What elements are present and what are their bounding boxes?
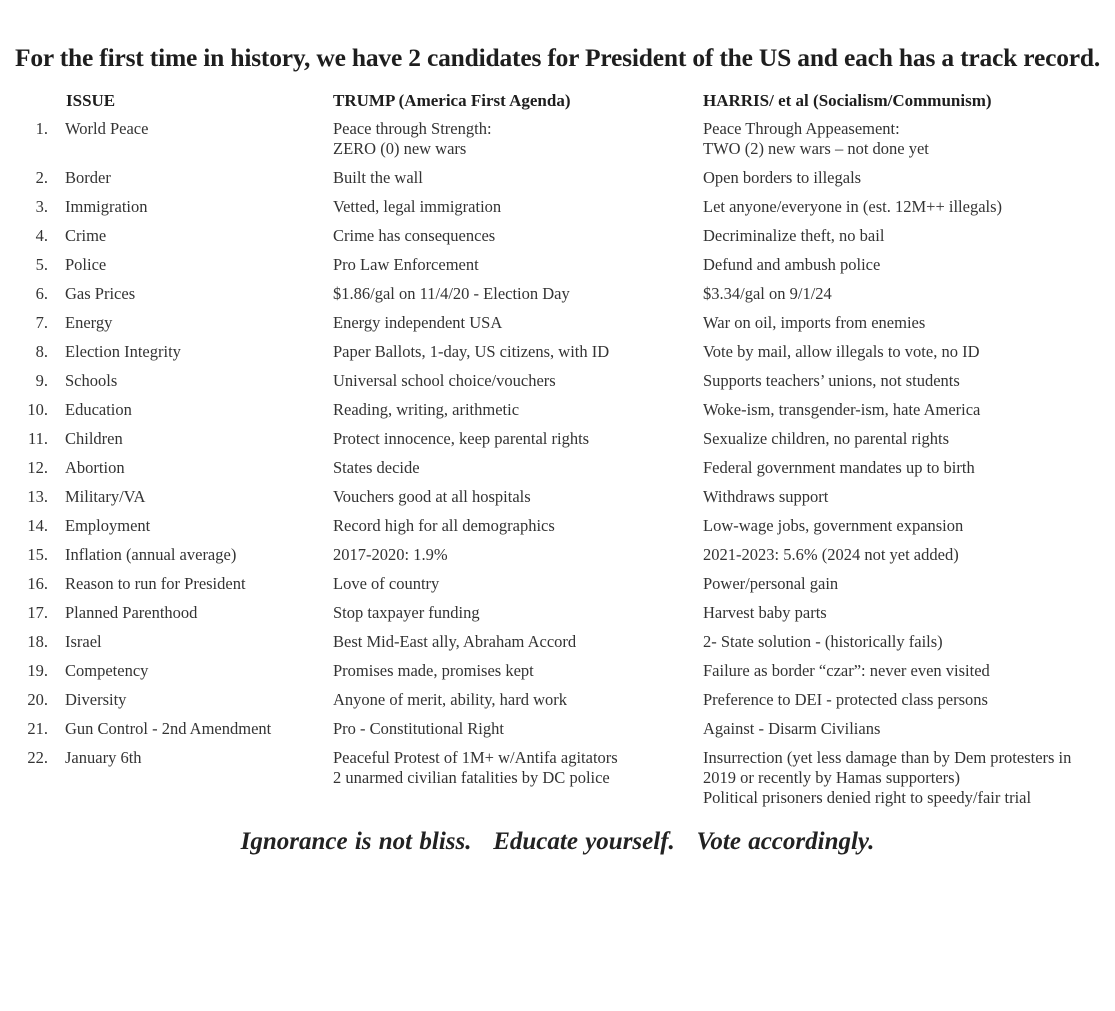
page-title: For the first time in history, we have 2 candidates for President of the US and each has a track record. [14, 43, 1101, 72]
row-issue: Diversity [65, 690, 127, 709]
row-trump: Paper Ballots, 1-day, US citizens, with ID [333, 342, 610, 361]
row-issue: Reason to run for President [65, 574, 246, 593]
row-trump: Peaceful Protest of 1M+ w/Antifa agitators 2 unarmed civilian fatalities by DC police [333, 748, 618, 787]
row-issue: Children [65, 429, 123, 448]
row-issue: Police [65, 255, 107, 274]
table-row [0, 168, 1115, 188]
table-row [0, 429, 1115, 449]
row-harris: Low-wage jobs, government expansion [703, 516, 964, 535]
row-issue: Inflation (annual average) [65, 545, 237, 564]
row-trump: Crime has consequences [333, 226, 496, 245]
table-row [0, 719, 1115, 739]
row-number: 18. [27, 632, 48, 651]
row-number: 21. [27, 719, 48, 738]
row-harris: Decriminalize theft, no bail [703, 226, 885, 245]
row-trump: Universal school choice/vouchers [333, 371, 556, 390]
row-harris: Let anyone/everyone in (est. 12M++ illegals) [703, 197, 1003, 216]
table-row [0, 284, 1115, 304]
row-issue: Gun Control - 2nd Amendment [65, 719, 272, 738]
table-row [0, 574, 1115, 594]
table-row [0, 342, 1115, 362]
row-harris: Open borders to illegals [703, 168, 862, 187]
row-number: 19. [27, 661, 48, 680]
row-trump: Anyone of merit, ability, hard work [333, 690, 567, 709]
row-number: 17. [27, 603, 48, 622]
row-number: 20. [27, 690, 48, 709]
table-row [0, 603, 1115, 623]
row-harris: Withdraws support [703, 487, 829, 506]
row-number: 13. [27, 487, 48, 506]
row-harris: 2- State solution - (historically fails) [703, 632, 943, 651]
table-header [0, 91, 1115, 113]
row-trump: Built the wall [333, 168, 423, 187]
harris-column-header: HARRIS/ et al (Socialism/Communism) [703, 91, 992, 110]
row-issue: Planned Parenthood [65, 603, 198, 622]
table-row [0, 632, 1115, 652]
row-harris: Against - Disarm Civilians [703, 719, 881, 738]
row-number: 1. [35, 119, 48, 138]
row-issue: World Peace [65, 119, 149, 138]
row-trump: Pro Law Enforcement [333, 255, 479, 274]
row-harris: Harvest baby parts [703, 603, 827, 622]
row-number: 16. [27, 574, 48, 593]
row-number: 11. [27, 429, 48, 448]
row-trump: Peace through Strength: ZERO (0) new wars [333, 119, 492, 158]
row-number: 3. [35, 197, 48, 216]
trump-column-header: TRUMP (America First Agenda) [333, 91, 571, 110]
row-issue: Energy [65, 313, 113, 332]
row-issue: Employment [65, 516, 151, 535]
row-number: 6. [35, 284, 48, 303]
table-row [0, 690, 1115, 710]
row-harris: Vote by mail, allow illegals to vote, no ID [703, 342, 980, 361]
row-issue: Military/VA [65, 487, 146, 506]
row-number: 12. [27, 458, 48, 477]
table-row [0, 197, 1115, 217]
row-trump: Pro - Constitutional Right [333, 719, 504, 738]
comparison-table [0, 119, 1115, 817]
row-harris: Federal government mandates up to birth [703, 458, 975, 477]
row-trump: Love of country [333, 574, 440, 593]
row-issue: Gas Prices [65, 284, 136, 303]
row-trump: 2017-2020: 1.9% [333, 545, 448, 564]
row-trump: Vetted, legal immigration [333, 197, 502, 216]
issue-column-header: ISSUE [66, 91, 116, 110]
row-trump: Best Mid-East ally, Abraham Accord [333, 632, 577, 651]
row-number: 8. [35, 342, 48, 361]
table-row [0, 371, 1115, 391]
table-row [0, 748, 1115, 808]
row-harris: Power/personal gain [703, 574, 839, 593]
row-trump: Vouchers good at all hospitals [333, 487, 531, 506]
row-harris: 2021-2023: 5.6% (2024 not yet added) [703, 545, 959, 564]
table-row [0, 255, 1115, 275]
row-issue: January 6th [65, 748, 142, 767]
row-trump: States decide [333, 458, 420, 477]
row-trump: Protect innocence, keep parental rights [333, 429, 590, 448]
table-row [0, 487, 1115, 507]
row-trump: Reading, writing, arithmetic [333, 400, 520, 419]
row-issue: Education [65, 400, 132, 419]
row-issue: Competency [65, 661, 149, 680]
row-number: 10. [27, 400, 48, 419]
row-harris: Supports teachers’ unions, not students [703, 371, 960, 390]
row-number: 22. [27, 748, 48, 767]
row-issue: Immigration [65, 197, 148, 216]
row-trump: Energy independent USA [333, 313, 503, 332]
table-row [0, 226, 1115, 246]
row-harris: Defund and ambush police [703, 255, 881, 274]
row-number: 4. [35, 226, 48, 245]
row-number: 2. [35, 168, 48, 187]
row-harris: Sexualize children, no parental rights [703, 429, 950, 448]
table-row [0, 119, 1115, 159]
table-row [0, 661, 1115, 681]
row-number: 9. [35, 371, 48, 390]
row-harris: Woke-ism, transgender-ism, hate America [703, 400, 981, 419]
row-issue: Abortion [65, 458, 125, 477]
row-trump: $1.86/gal on 11/4/20 - Election Day [333, 284, 570, 303]
row-number: 5. [35, 255, 48, 274]
row-issue: Election Integrity [65, 342, 181, 361]
table-row [0, 400, 1115, 420]
row-harris: War on oil, imports from enemies [703, 313, 926, 332]
row-issue: Israel [65, 632, 102, 651]
row-trump: Promises made, promises kept [333, 661, 534, 680]
row-harris: Preference to DEI - protected class persons [703, 690, 988, 709]
table-row [0, 516, 1115, 536]
row-trump: Record high for all demographics [333, 516, 555, 535]
row-number: 7. [35, 313, 48, 332]
table-row [0, 458, 1115, 478]
row-number: 14. [27, 516, 48, 535]
row-issue: Border [65, 168, 111, 187]
row-issue: Crime [65, 226, 107, 245]
row-harris: Failure as border “czar”: never even visited [703, 661, 990, 680]
row-number: 15. [27, 545, 48, 564]
row-trump: Stop taxpayer funding [333, 603, 480, 622]
row-issue: Schools [65, 371, 118, 390]
table-row [0, 313, 1115, 333]
row-harris: Insurrection (yet less damage than by Dem protesters in 2019 or recently by Hamas supporters) Political prisoners denied right to speedy/fair trial [703, 748, 1072, 807]
footer-slogan: Ignorance is not bliss. Educate yourself. Vote accordingly. [240, 828, 875, 855]
row-harris: Peace Through Appeasement: TWO (2) new wars – not done yet [703, 119, 929, 158]
table-row [0, 545, 1115, 565]
row-harris: $3.34/gal on 9/1/24 [703, 284, 832, 303]
